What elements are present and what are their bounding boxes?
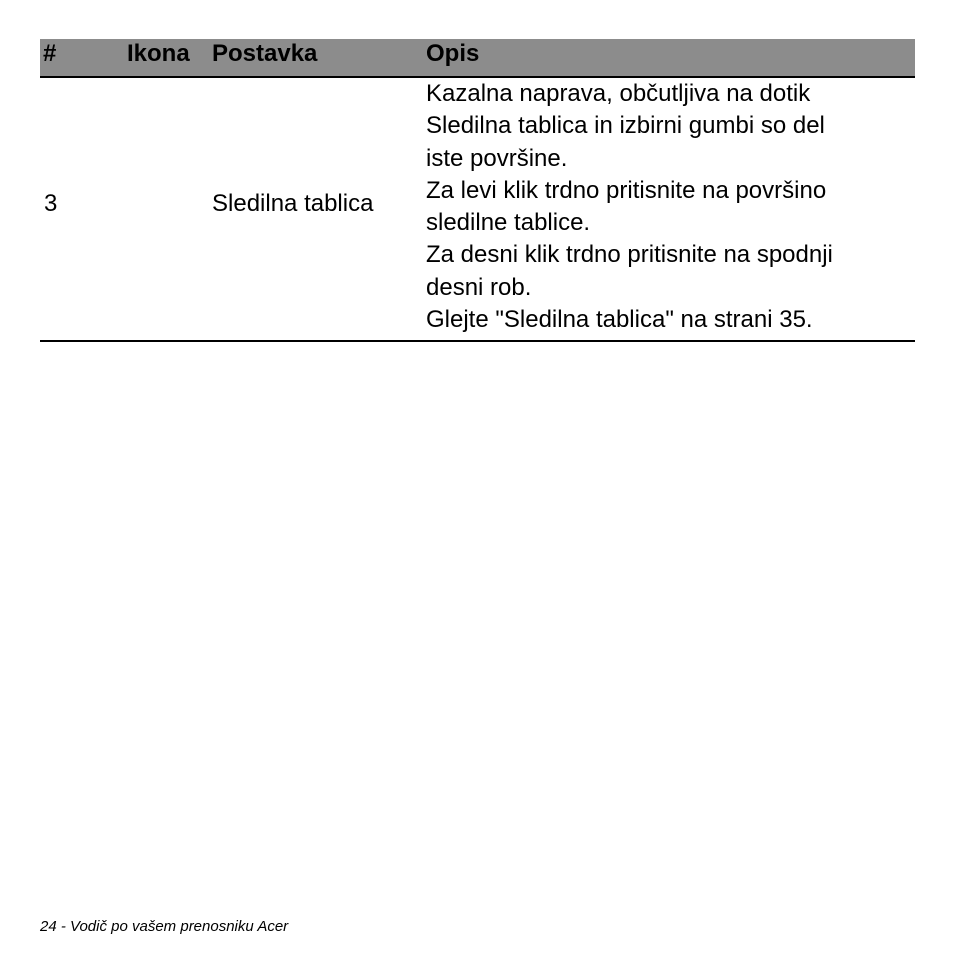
- header-item: Postavka: [212, 40, 318, 67]
- row-num: 3: [44, 190, 58, 217]
- row-description: [426, 78, 906, 336]
- desc-line: desni rob.: [426, 273, 532, 301]
- desc-line: Sledilna tablica in izbirni gumbi so del: [426, 112, 825, 140]
- header-icon: Ikona: [127, 40, 190, 67]
- table-row: [40, 78, 915, 342]
- desc-line: Kazalna naprava, občutljiva na dotik: [426, 80, 811, 107]
- desc-line: sledilne tablice.: [426, 209, 591, 237]
- table-header-row: [40, 39, 915, 78]
- row-item: Sledilna tablica: [212, 190, 374, 217]
- spec-table: [40, 39, 915, 342]
- desc-line: Za levi klik trdno pritisnite na površino: [426, 176, 827, 204]
- page-footer: 24 - Vodič po vašem prenosniku Acer: [40, 918, 289, 935]
- header-num: #: [43, 40, 57, 67]
- desc-line: iste površine.: [426, 144, 568, 172]
- desc-line: Za desni klik trdno pritisnite na spodnji: [426, 241, 833, 269]
- desc-line: Glejte "Sledilna tablica" na strani 35.: [426, 306, 813, 334]
- header-desc: Opis: [426, 40, 480, 67]
